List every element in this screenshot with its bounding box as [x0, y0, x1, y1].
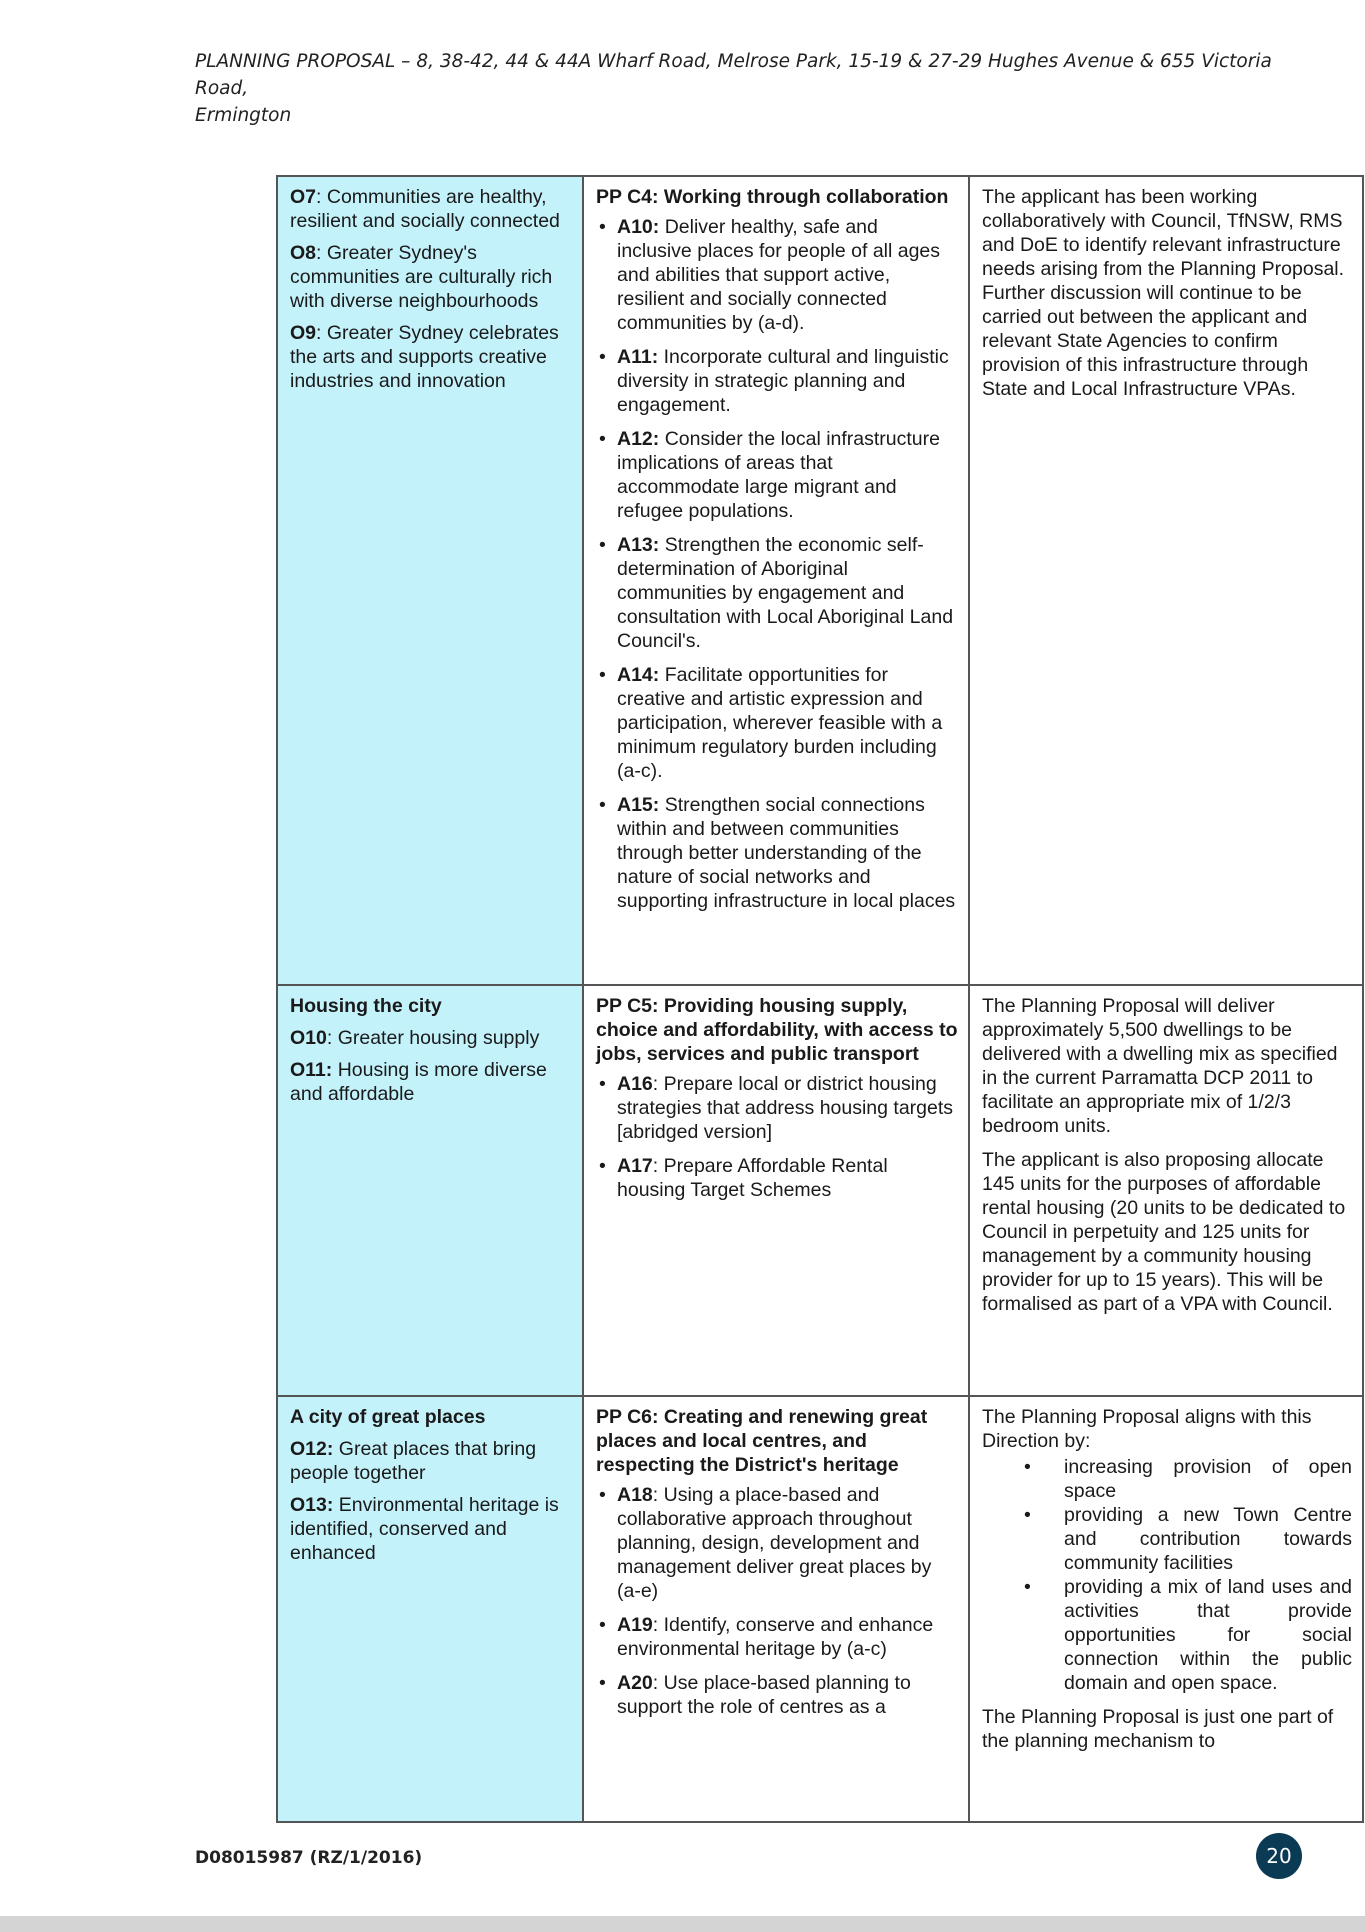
- priority-cell: [583, 1396, 969, 1822]
- bottom-divider: [0, 1916, 1365, 1932]
- table-row: [277, 1396, 1363, 1822]
- priority-title: PP C6: Creating and renewing great places and local centres, and respecting the District's heritage: [596, 1406, 928, 1476]
- objective-code: O13:: [290, 1494, 334, 1516]
- action-code: A10:: [617, 216, 660, 238]
- objective: [290, 1058, 572, 1106]
- action-item: [617, 1671, 958, 1719]
- objective-text: Greater Sydney celebrates the arts and supports creative industries and innovation: [290, 322, 559, 392]
- action-text: : Prepare Affordable Rental housing Target Schemes: [617, 1155, 888, 1201]
- action-text: Facilitate opportunities for creative and artistic expression and participation, wherever feasible with a minimum regulatory burden including (a-c).: [617, 664, 943, 782]
- action-item: [617, 1483, 958, 1603]
- action-text: Consider the local infrastructure implications of areas that accommodate large migrant and refugee populations.: [617, 428, 940, 522]
- planning-alignment-table: [276, 175, 1364, 1823]
- action-list: [596, 1072, 958, 1202]
- action-list: [596, 215, 958, 913]
- action-list: [596, 1483, 958, 1719]
- action-item: [617, 427, 958, 523]
- objective: [290, 185, 572, 233]
- header-title-line2: Ermington: [195, 105, 292, 126]
- objective: [290, 321, 572, 393]
- table-row: [277, 176, 1363, 985]
- objective-text: Housing is more diverse and affordable: [290, 1059, 547, 1105]
- comment-bullet-list: [982, 1455, 1352, 1695]
- action-text: Incorporate cultural and linguistic diversity in strategic planning and engagement.: [617, 346, 949, 416]
- objectives-cell: [277, 1396, 583, 1822]
- action-code: A16: [617, 1073, 653, 1095]
- comment-intro: The Planning Proposal aligns with this Direction by:: [982, 1406, 1312, 1452]
- comment-cell: [969, 176, 1363, 985]
- objective: [290, 1026, 572, 1050]
- action-code: A17: [617, 1155, 653, 1177]
- objective-sep: :: [316, 322, 322, 344]
- page-header: [195, 48, 1285, 129]
- priority-cell: [583, 176, 969, 985]
- objective-text: Great places that bring people together: [290, 1438, 537, 1484]
- comment-cell: [969, 985, 1363, 1396]
- action-code: A14:: [617, 664, 660, 686]
- action-item: [617, 793, 958, 913]
- action-text: : Prepare local or district housing strategies that address housing targets [abridged version]: [617, 1073, 954, 1143]
- objective-text: Greater Sydney's communities are culturally rich with diverse neighbourhoods: [290, 242, 553, 312]
- action-code: A19: [617, 1614, 653, 1636]
- priority-cell: [583, 985, 969, 1396]
- action-item: [617, 345, 958, 417]
- document-reference: D08015987 (RZ/1/2016): [195, 1848, 423, 1868]
- objective: [290, 241, 572, 313]
- priority-title: PP C4: Working through collaboration: [596, 186, 949, 208]
- action-item: [617, 1072, 958, 1144]
- objective-code: O11:: [290, 1059, 333, 1081]
- action-text: Strengthen the economic self-determination of Aboriginal communities by engagement and consultation with Local Aboriginal Land Council's.: [617, 534, 954, 652]
- page-number-badge: 20: [1256, 1833, 1302, 1879]
- action-text: Strengthen social connections within and between communities through better understanding of the nature of social networks and supporting infrastructure in local places: [617, 794, 956, 912]
- objective-code: O7: [290, 186, 317, 208]
- objective-text: Greater housing supply: [332, 1027, 540, 1049]
- comment-bullet: • increasing provision of open space: [1064, 1455, 1352, 1503]
- comment-bullet: • providing a new Town Centre and contribution towards community facilities: [1064, 1503, 1352, 1575]
- priority-title: PP C5: Providing housing supply, choice and affordability, with access to jobs, services and public transport: [596, 995, 958, 1065]
- comment-paragraph: The applicant has been working collaboratively with Council, TfNSW, RMS and DoE to identify relevant infrastructure needs arising from the Planning Proposal. Further discussion will continue to be carried out between the applicant and relevant State Agencies to confirm provision of this infrastructure through State and Local Infrastructure VPAs.: [982, 186, 1345, 400]
- action-item: [617, 215, 958, 335]
- action-text: Deliver healthy, safe and inclusive places for people of all ages and abilities that support active, resilient and socially connected communities by (a-d).: [617, 216, 941, 334]
- row-heading: A city of great places: [290, 1406, 486, 1428]
- action-item: [617, 1154, 958, 1202]
- action-code: A20: [617, 1672, 653, 1694]
- comment-outro: The Planning Proposal is just one part of the planning mechanism to: [982, 1706, 1334, 1752]
- comment-cell: [969, 1396, 1363, 1822]
- action-code: A15:: [617, 794, 660, 816]
- action-code: A18: [617, 1484, 653, 1506]
- objectives-cell: [277, 985, 583, 1396]
- action-item: [617, 533, 958, 653]
- objective-code: O8: [290, 242, 317, 264]
- objective-code: O10: [290, 1027, 327, 1049]
- action-text: : Identify, conserve and enhance environmental heritage by (a-c): [617, 1614, 934, 1660]
- action-code: A11:: [617, 346, 659, 368]
- objectives-cell: [277, 176, 583, 985]
- objective: [290, 1437, 572, 1485]
- objective-sep: :: [316, 186, 322, 208]
- action-code: A13:: [617, 534, 660, 556]
- objective: [290, 1493, 572, 1565]
- objective-code: O12:: [290, 1438, 334, 1460]
- objective-code: O9: [290, 322, 317, 344]
- comment-paragraph: The Planning Proposal will deliver approximately 5,500 dwellings to be delivered with a dwelling mix as specified in the current Parramatta DCP 2011 to facilitate an appropriate mix of 1/2/3 bedroom units.: [982, 995, 1338, 1137]
- objective-text: Environmental heritage is identified, conserved and enhanced: [290, 1494, 559, 1564]
- comment-bullet: • providing a mix of land uses and activities that provide opportunities for social connection within the public domain and open space.: [1064, 1575, 1352, 1695]
- row-heading: Housing the city: [290, 995, 442, 1017]
- objective-sep: :: [316, 242, 322, 264]
- action-code: A12:: [617, 428, 660, 450]
- table-row: [277, 985, 1363, 1396]
- action-text: : Use place-based planning to support the role of centres as a: [617, 1672, 911, 1718]
- action-item: [617, 663, 958, 783]
- objective-sep: :: [326, 1027, 333, 1049]
- action-item: [617, 1613, 958, 1661]
- objective-text: Communities are healthy, resilient and socially connected: [290, 186, 560, 232]
- comment-paragraph: The applicant is also proposing allocate 145 units for the purposes of affordable rental housing (20 units to be dedicated to Council in perpetuity and 125 units for management by a community housing provider for up to 15 years). This will be formalised as part of a VPA with Council.: [982, 1149, 1346, 1315]
- action-text: : Using a place-based and collaborative approach throughout planning, design, development and management deliver great places by (a-e): [617, 1484, 932, 1602]
- header-title-line1: PLANNING PROPOSAL – 8, 38-42, 44 & 44A Wharf Road, Melrose Park, 15-19 & 27-29 Hughes Avenue & 655 Victoria Road,: [195, 51, 1272, 99]
